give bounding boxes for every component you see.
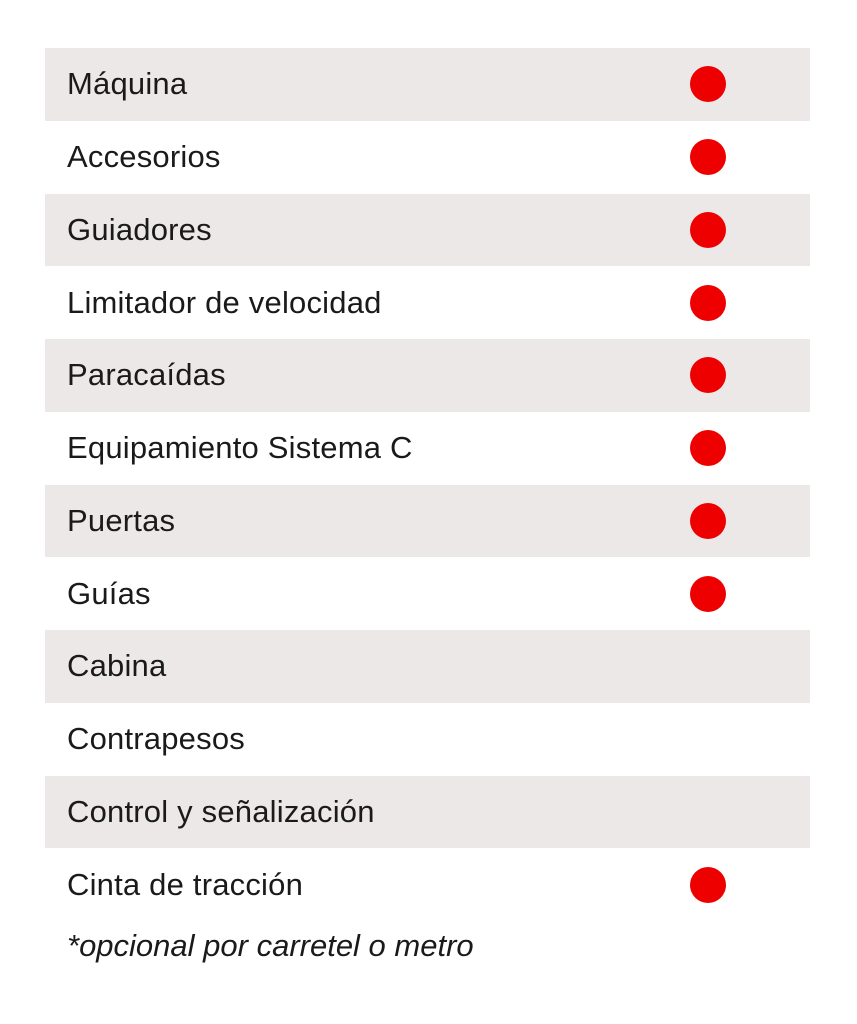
included-indicator-icon	[690, 139, 726, 175]
list-item-label: Puertas	[67, 502, 176, 538]
list-item-label: Control y señalización	[67, 793, 375, 829]
included-indicator-icon	[690, 212, 726, 248]
list-item	[45, 485, 810, 558]
list-item	[45, 48, 810, 121]
included-indicator-icon	[690, 503, 726, 539]
included-indicator-icon	[690, 66, 726, 102]
list-item-label: Contrapesos	[67, 721, 245, 757]
list-item	[45, 121, 810, 194]
list-item-label: Limitador de velocidad	[67, 284, 382, 320]
included-indicator-icon	[690, 867, 726, 903]
list-item-label: Cabina	[67, 648, 167, 684]
list-item-label: Guiadores	[67, 211, 212, 247]
list-item	[45, 848, 810, 921]
list-item-label: Cinta de tracción	[67, 866, 304, 902]
footnote: *opcional por carretel o metro	[67, 928, 474, 963]
list-item	[45, 194, 810, 267]
list-item-label: Guías	[67, 575, 151, 611]
list-item-label: Máquina	[67, 66, 188, 102]
list-item	[45, 339, 810, 412]
list-item	[45, 557, 810, 630]
included-indicator-icon	[690, 357, 726, 393]
list-item-label: Equipamiento Sistema C	[67, 430, 413, 466]
component-list	[45, 48, 810, 921]
list-item	[45, 266, 810, 339]
included-indicator-icon	[690, 285, 726, 321]
list-item-label: Accesorios	[67, 139, 221, 175]
included-indicator-icon	[690, 430, 726, 466]
list-item	[45, 412, 810, 485]
list-item	[45, 630, 810, 703]
list-item-label: Paracaídas	[67, 357, 226, 393]
list-item	[45, 703, 810, 776]
list-item	[45, 776, 810, 849]
included-indicator-icon	[690, 576, 726, 612]
